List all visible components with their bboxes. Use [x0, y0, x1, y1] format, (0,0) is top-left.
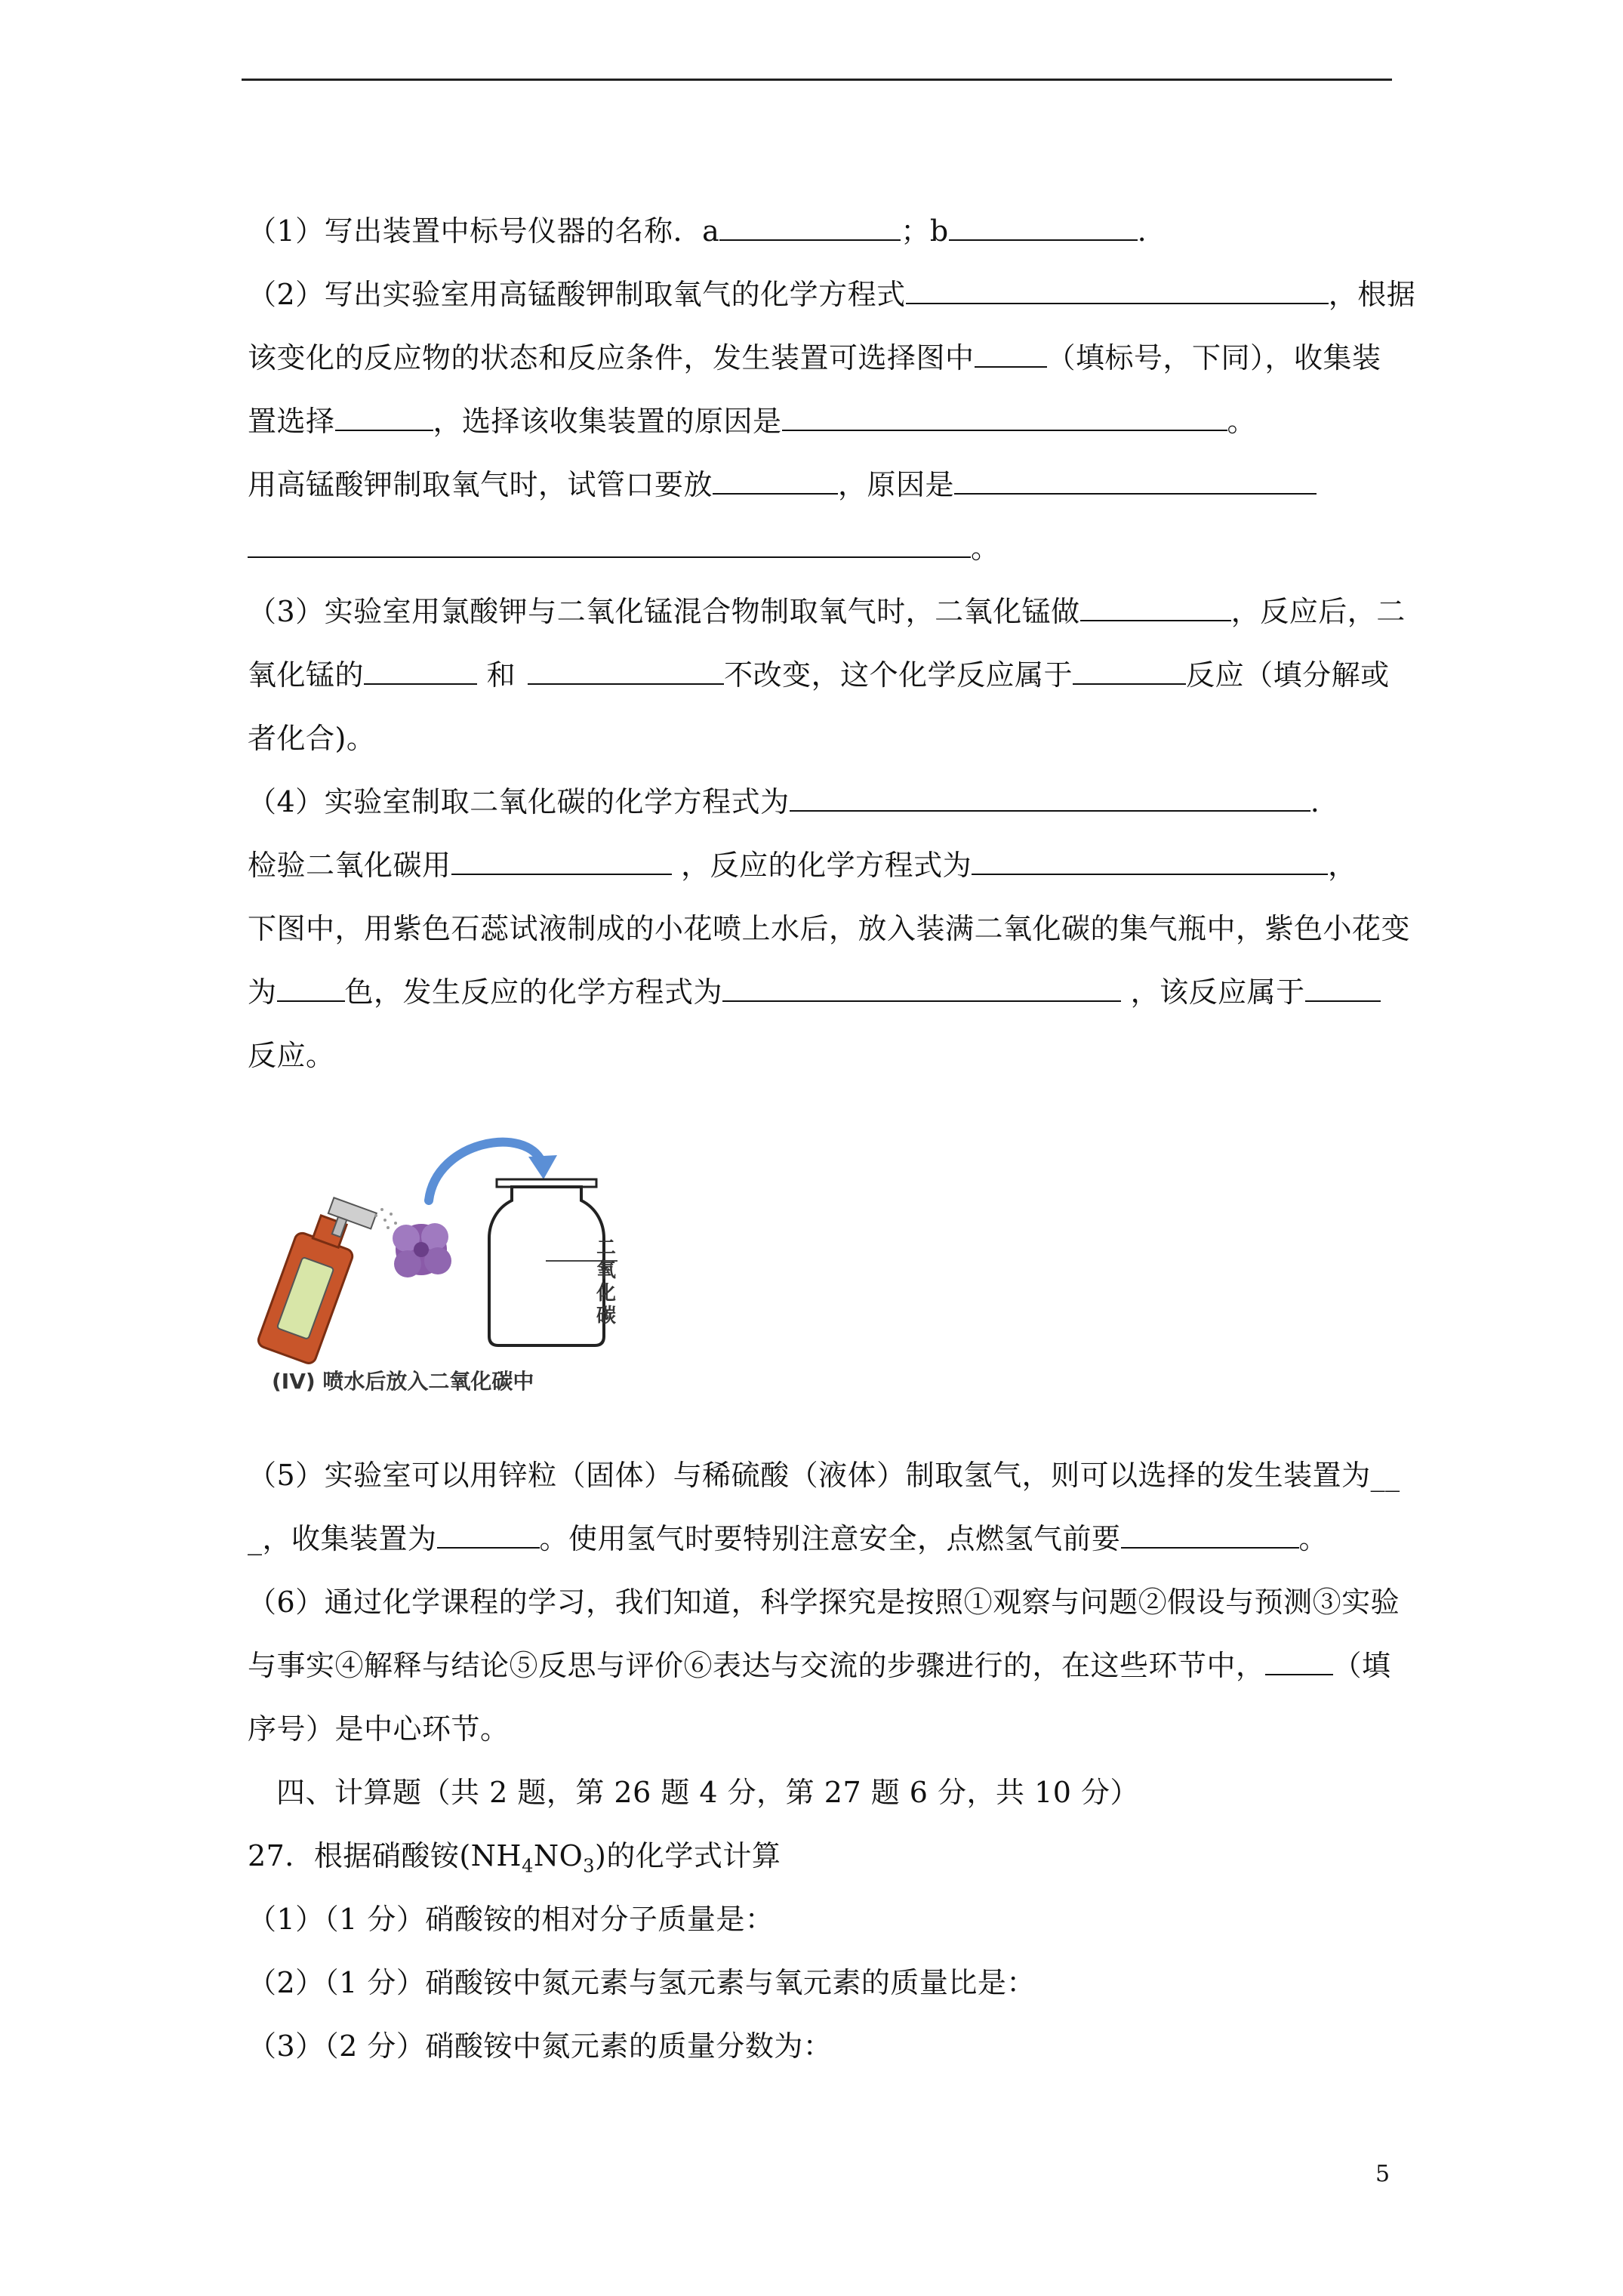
- q27-part1-text: （1）（1 分）硝酸铵的相对分子质量是：: [248, 1903, 775, 1936]
- q2-text1-end: ，根据: [1328, 278, 1416, 311]
- q4-text1: （4）实验室制取二氧化碳的化学方程式为: [248, 785, 790, 818]
- co2-side-label: 二氧化碳: [596, 1237, 617, 1327]
- q4-text4-mid1: 色，发生反应的化学方程式为: [344, 975, 723, 1009]
- q2-line3: [248, 402, 1256, 441]
- arrow-head-icon: [528, 1155, 557, 1179]
- q4-blank-reaction-type[interactable]: [1305, 973, 1381, 1002]
- q1-blank-a[interactable]: [719, 212, 901, 241]
- spray-mist-icon: [374, 1208, 397, 1229]
- q6-text1: （6）通过化学课程的学习，我们知道，科学探究是按照①观察与问题②假设与预测③实验: [248, 1586, 1400, 1619]
- q4-text3: 下图中，用紫色石蕊试液制成的小花喷上水后，放入装满二氧化碳的集气瓶中，紫色小花变: [248, 912, 1411, 945]
- q3-text2-mid: 不改变，这个化学反应属于: [724, 658, 1073, 692]
- q2-line4: [248, 465, 1317, 504]
- q3-text1-end: ，反应后，二: [1230, 595, 1406, 628]
- q3-line3: [248, 719, 375, 758]
- q1-text: （1）写出装置中标号仪器的名称．a: [248, 214, 720, 248]
- page-number: 5: [1375, 2161, 1390, 2187]
- q5-line2: [248, 1519, 1328, 1558]
- q2-blank-collector[interactable]: [335, 402, 433, 431]
- q27-part2: [248, 1963, 1036, 2002]
- q5-text2-mid: 。使用氢气时要特别注意安全，点燃氢气前要: [539, 1522, 1121, 1555]
- q27-part2-text: （2）（1 分）硝酸铵中氮元素与氢元素与氧元素的质量比是：: [248, 1966, 1036, 1999]
- q2-blank-generator[interactable]: [975, 339, 1047, 368]
- q27-part3-text: （3）（2 分）硝酸铵中氮元素的质量分数为：: [248, 2029, 833, 2063]
- q4-text4: 为: [248, 975, 277, 1009]
- q6-text2-end: （填: [1332, 1649, 1391, 1682]
- q6-text2: 与事实④解释与结论⑤反思与评价⑥表达与交流的步骤进行的，在这些环节中，: [248, 1649, 1265, 1682]
- q2-blank-equation[interactable]: [906, 276, 1329, 304]
- q3-line2: [248, 655, 1390, 695]
- q3-text2: 氧化锰的: [248, 658, 365, 692]
- q1-line: [248, 211, 1147, 251]
- q4-text4-mid2: ，该反应属于: [1121, 975, 1305, 1009]
- q3-blank-type[interactable]: [1073, 656, 1186, 685]
- q1-end: .: [1137, 214, 1147, 248]
- figure-caption: (IV) 喷水后放入二氧化碳中: [272, 1369, 534, 1394]
- q4-blank-color[interactable]: [277, 973, 345, 1002]
- q4-blank-test[interactable]: [451, 846, 672, 875]
- q3-text2-end: 反应（填分解或: [1186, 658, 1390, 692]
- q3-text2-and: 和: [477, 658, 516, 692]
- q2-text1: （2）写出实验室用高锰酸钾制取氧气的化学方程式: [248, 278, 906, 311]
- q3-text1: （3）实验室用氯酸钾与二氧化锰混合物制取氧气时，二氧化锰做: [248, 595, 1080, 628]
- q1-text-b: ；b: [901, 214, 949, 248]
- q4-text2-mid: ，反应的化学方程式为: [671, 849, 972, 882]
- q27-title-mid: NO: [533, 1839, 584, 1872]
- header-rule: [242, 79, 1392, 81]
- q4-line4: [248, 972, 1381, 1012]
- q6-line1: [248, 1583, 1400, 1622]
- spray-bottle-icon: [257, 1190, 377, 1367]
- q4-text2-end: ，: [1328, 849, 1357, 882]
- q4-blank-equation[interactable]: [790, 783, 1310, 812]
- q2-text4: 用高锰酸钾制取氧气时，试管口要放: [248, 468, 713, 501]
- q2-text3-mid: ，选择该收集装置的原因是: [433, 405, 782, 438]
- q27-part3: [248, 2026, 832, 2066]
- q2-text2-end: （填标号，下同），收集装: [1046, 341, 1381, 374]
- purple-flower-icon: [393, 1223, 451, 1277]
- q5-text1: （5）实验室可以用锌粒（固体）与稀硫酸（液体）制取氢气，则可以选择的发生装置为__: [248, 1459, 1400, 1492]
- q4-line2: [248, 846, 1357, 885]
- q4-text1-end: .: [1310, 785, 1320, 818]
- q3-blank-role[interactable]: [1080, 593, 1231, 621]
- q3-line1: [248, 592, 1406, 631]
- q2-blank-cause-cont[interactable]: [248, 529, 971, 558]
- q2-line1: [248, 275, 1415, 314]
- section-4-text: 四、计算题（共 2 题，第 26 题 4 分，第 27 题 6 分，共 10 分）: [276, 1776, 1140, 1809]
- q6-blank-central[interactable]: [1265, 1647, 1333, 1675]
- q2-blank-reason[interactable]: [782, 402, 1227, 431]
- q27-title-end: )的化学式计算: [595, 1839, 781, 1872]
- q2-text2: 该变化的反应物的状态和反应条件，发生装置可选择图中: [248, 341, 975, 374]
- q2-text5-end: 。: [971, 532, 1000, 565]
- q4-line1: [248, 782, 1320, 821]
- section-4-heading: [276, 1773, 1139, 1812]
- spray-bottle-jar-illustration: [248, 1110, 640, 1367]
- q27-title: [248, 1836, 781, 1886]
- q4-blank-test-eq[interactable]: [972, 846, 1328, 875]
- q27-sub-h4: 4: [522, 1855, 534, 1877]
- q4-text2: 检验二氧化碳用: [248, 849, 451, 882]
- q27-part1: [248, 1900, 774, 1939]
- q2-text4-mid: ，原因是: [838, 468, 955, 501]
- q5-blank-collector[interactable]: [437, 1520, 540, 1549]
- q5-line1: [248, 1456, 1400, 1495]
- q4-line3: [248, 909, 1410, 948]
- q5-text2: _，收集装置为: [248, 1522, 437, 1555]
- q27-sub-o3: 3: [583, 1855, 596, 1877]
- q2-text3-end: 。: [1227, 405, 1257, 438]
- q3-text3: 者化合)。: [248, 722, 376, 755]
- q5-text2-end: 。: [1298, 1522, 1329, 1555]
- q2-line5: [248, 529, 1000, 568]
- q4-line5: [248, 1036, 335, 1075]
- q4-blank-flower-eq[interactable]: [722, 973, 1121, 1002]
- q6-line2: [248, 1646, 1391, 1685]
- q3-blank-property2[interactable]: [528, 656, 724, 685]
- q2-line2: [248, 338, 1381, 378]
- q6-text3: 序号）是中心环节。: [248, 1712, 510, 1746]
- q2-text3: 置选择: [248, 405, 335, 438]
- q2-blank-cause[interactable]: [954, 466, 1317, 495]
- q1-blank-b[interactable]: [949, 212, 1138, 241]
- q3-blank-property1[interactable]: [364, 656, 477, 685]
- q2-blank-put[interactable]: [713, 466, 838, 495]
- q5-blank-before-ignite[interactable]: [1121, 1520, 1299, 1549]
- q27-title-pre: 27．根据硝酸铵(NH: [248, 1839, 522, 1872]
- q6-line3: [248, 1709, 510, 1749]
- q4-text5: 反应。: [248, 1039, 335, 1072]
